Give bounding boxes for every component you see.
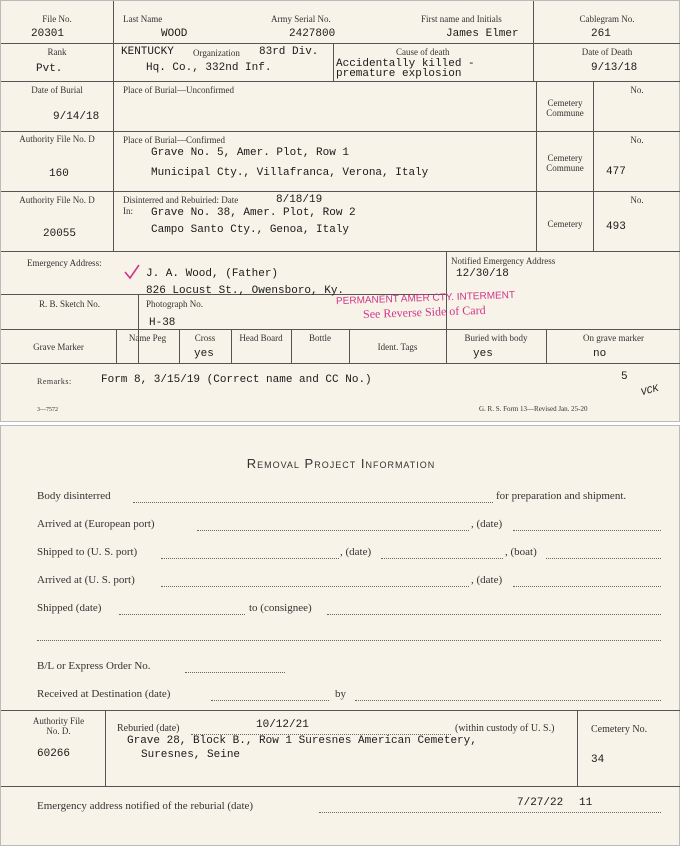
org-div-value: 83rd Div.: [259, 46, 319, 58]
emergency-notified-suffix: 11: [579, 797, 593, 809]
confirmed-line1-value: Grave No. 5, Amer. Plot, Row 1: [151, 147, 350, 159]
grave-line2-value: Suresnes, Seine: [141, 749, 241, 761]
rank-label: Rank: [47, 47, 67, 57]
file-no-label: File No.: [42, 14, 72, 24]
grave-line1-value: Grave 28, Block B., Row 1 Suresnes American Cemetery,: [127, 735, 477, 747]
photograph-label: Photograph No.: [146, 299, 203, 309]
authority-file-label-2: Authority File No. D: [19, 195, 95, 205]
see-reverse-stamp: See Reverse Side of Card: [362, 302, 486, 322]
last-name-value: WOOD: [161, 28, 188, 40]
remarks-no-value: 5: [621, 371, 628, 383]
emergency-line1-value: J. A. Wood, (Father): [146, 268, 279, 280]
first-name-label: First name and Initials: [421, 14, 502, 24]
head-board-label: Head Board: [239, 333, 283, 343]
emergency-notified-label: Emergency address notified of the reburial (date): [37, 800, 254, 812]
bl-order-label: B/L or Express Order No.: [37, 660, 151, 672]
emergency-line2-value: 826 Locust St., Owensboro, Ky.: [146, 285, 345, 297]
authority-file-label-1: Authority File No. D: [19, 134, 95, 144]
arrived-eu-date-label: , (date): [471, 518, 503, 530]
rebury-no-value: 493: [606, 221, 626, 233]
cemetery-no-label-back: Cemetery No.: [591, 724, 648, 735]
cablegram-value: 261: [591, 28, 611, 40]
authority-file-value-back: 60266: [37, 748, 71, 760]
remarks-label: Remarks:: [37, 377, 72, 386]
body-disinterred-label: Body disinterred: [37, 490, 111, 502]
received-dest-label: Received at Destination (date): [37, 688, 171, 700]
back-card: [0, 425, 680, 846]
on-grave-marker-label: On grave marker: [583, 333, 644, 343]
name-peg-label: Name Peg: [128, 333, 167, 343]
no-label-3: No.: [630, 195, 644, 205]
checkmark-icon: [123, 263, 141, 281]
arrived-us-date-label: , (date): [471, 574, 503, 586]
confirmed-line2-value: Municipal Cty., Villafranca, Verona, Italy: [151, 167, 429, 179]
reburied-date-label: Reburied (date): [117, 723, 180, 734]
first-name-value: James Elmer: [446, 28, 519, 40]
no-label-1: No.: [630, 85, 644, 95]
org-unit-value: Hq. Co., 332nd Inf.: [146, 62, 272, 74]
cemetery-label: Cemetery: [547, 219, 583, 229]
form-no-label: G. R. S. Form 13—Revised Jan. 25-20: [479, 405, 588, 413]
auth-rebury-value: 20055: [43, 228, 77, 240]
permanent-interment-stamp: PERMANENT AMER CTY. INTERMENT: [335, 289, 516, 308]
file-no-value: 20301: [31, 28, 65, 40]
rebury-date-value: 8/18/19: [276, 194, 323, 206]
rebury-line1-value: Grave No. 38, Amer. Plot, Row 2: [151, 207, 356, 219]
confirmed-no-value: 477: [606, 166, 626, 178]
cemetery-commune-label-2: Cemetery Commune: [546, 153, 584, 173]
no-label-2: No.: [630, 135, 644, 145]
within-custody-label: (within custody of U. S.): [455, 723, 555, 734]
cause-line2-value: premature explosion: [336, 68, 462, 80]
cause-line1-value: Accidentally killed -: [336, 58, 475, 70]
shipped-us-label: Shipped to (U. S. port): [37, 546, 138, 558]
print-code-label: 3—7572: [37, 407, 58, 413]
cross-value: yes: [194, 348, 214, 360]
buried-with-body-label: Buried with body: [464, 333, 528, 343]
date-of-burial-label: Date of Burial: [31, 85, 83, 95]
rebury-line2-value: Campo Santo Cty., Genoa, Italy: [151, 224, 350, 236]
in-label: In:: [123, 206, 133, 216]
org-state-value: KENTUCKY: [121, 46, 174, 58]
rank-value: Pvt.: [36, 63, 63, 75]
to-consignee-label: to (consignee): [249, 602, 312, 614]
auth-confirmed-value: 160: [49, 168, 69, 180]
cause-of-death-label: Cause of death: [396, 47, 450, 57]
bottle-label: Bottle: [309, 333, 331, 343]
cemetery-no-value-back: 34: [591, 754, 605, 766]
shipped-us-boat-label: , (boat): [505, 546, 537, 558]
received-by-label: by: [335, 688, 346, 700]
place-confirmed-label: Place of Burial—Confirmed: [123, 135, 225, 145]
buried-with-body-value: yes: [473, 348, 493, 360]
remarks-value: Form 8, 3/15/19 (Correct name and CC No.): [101, 374, 372, 386]
emergency-address-label: Emergency Address:: [27, 258, 102, 268]
for-prep-label: for preparation and shipment.: [496, 490, 627, 502]
emergency-notified-date: 7/27/22: [517, 797, 564, 809]
authority-file-label-back: Authority File No. D.: [32, 716, 85, 736]
organization-label: Organization: [193, 48, 240, 58]
army-serial-label: Army Serial No.: [271, 14, 331, 24]
cemetery-commune-label-1: Cemetery Commune: [546, 98, 584, 118]
date-of-death-label: Date of Death: [581, 47, 633, 57]
notified-date-value: 12/30/18: [456, 268, 509, 280]
removal-title: Removal Project Information: [246, 456, 436, 471]
front-card: [0, 0, 680, 422]
cross-label: Cross: [194, 333, 216, 343]
disinterred-rebuiried-label: Disinterred and Rebuiried: Date: [123, 195, 239, 205]
arrived-eu-label: Arrived at (European port): [37, 518, 155, 530]
photo-no-value: H-38: [149, 317, 176, 329]
date-of-death-value: 9/13/18: [591, 62, 638, 74]
shipped-date-label: Shipped (date): [37, 602, 102, 614]
notified-emergency-label: Notified Emergency Address: [451, 256, 556, 266]
rb-sketch-label: R. B. Sketch No.: [38, 299, 100, 309]
arrived-us-label: Arrived at (U. S. port): [37, 574, 135, 586]
cablegram-label: Cablegram No.: [579, 14, 635, 24]
grave-marker-label: Grave Marker: [33, 342, 84, 352]
ident-tags-label: Ident. Tags: [377, 342, 418, 352]
on-grave-marker-value: no: [593, 348, 607, 360]
reburied-date-value: 10/12/21: [256, 719, 309, 731]
date-of-burial-value: 9/14/18: [53, 111, 100, 123]
initials-value: VCK: [639, 383, 661, 400]
place-unconfirmed-label: Place of Burial—Unconfirmed: [123, 85, 234, 95]
shipped-us-date-label: , (date): [340, 546, 372, 558]
last-name-label: Last Name: [123, 14, 163, 24]
army-serial-value: 2427800: [289, 28, 336, 40]
